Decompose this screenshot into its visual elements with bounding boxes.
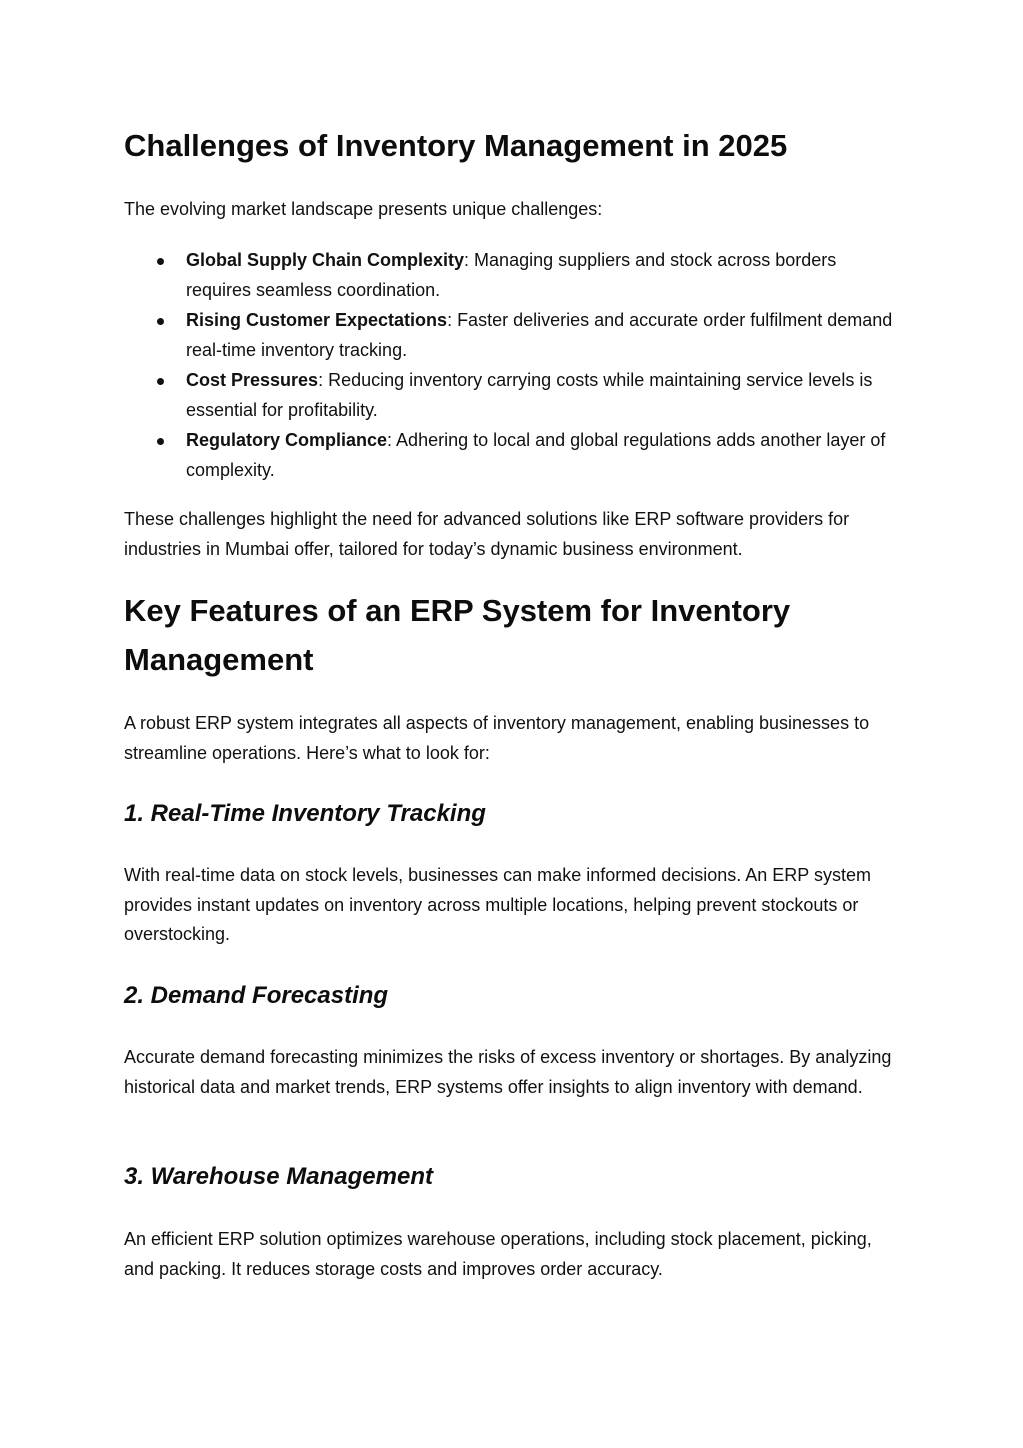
bullet-icon <box>157 438 164 445</box>
list-item <box>124 426 896 485</box>
feature-heading-tracking: 1. Real-Time Inventory Tracking <box>124 800 486 827</box>
feature-heading-warehouse: 3. Warehouse Management <box>124 1163 433 1190</box>
challenges-list <box>124 246 896 486</box>
list-item <box>124 366 896 425</box>
challenges-intro: The evolving market landscape presents unique challenges: <box>124 199 603 219</box>
list-item <box>124 246 896 305</box>
list-item <box>124 306 896 365</box>
feature-body-forecasting: Accurate demand forecasting minimizes the risks of excess inventory or shortages. By analyzing historical data and market trends, ERP systems offer insights to align inventory with demand. <box>124 1047 892 1097</box>
challenges-closing: These challenges highlight the need for advanced solutions like ERP software providers for industries in Mumbai offer, tailored for today’s dynamic business environment. <box>124 509 850 559</box>
section-heading-challenges: Challenges of Inventory Management in 2025 <box>124 128 788 163</box>
key-features-intro: A robust ERP system integrates all aspects of inventory management, enabling businesses to streamline operations. Here’s what to look for: <box>124 713 870 763</box>
section-heading-key-features: Key Features of an ERP System for Inventory Management <box>124 593 791 677</box>
bullet-text: : Adhering to local and global regulations adds another layer of complexity. <box>186 430 886 480</box>
feature-body-tracking: With real-time data on stock levels, businesses can make informed decisions. An ERP system provides instant updates on inventory across multiple locations, helping prevent stockouts or overstocking. <box>124 865 871 944</box>
bullet-text: : Managing suppliers and stock across borders requires seamless coordination. <box>186 250 837 300</box>
bullet-term: Cost Pressures <box>186 370 319 390</box>
bullet-text: : Faster deliveries and accurate order fulfilment demand real-time inventory tracking. <box>186 310 893 360</box>
bullet-term: Rising Customer Expectations <box>186 310 448 330</box>
bullet-icon <box>157 258 164 265</box>
bullet-icon <box>157 318 164 325</box>
feature-body-warehouse: An efficient ERP solution optimizes warehouse operations, including stock placement, picking, and packing. It reduces storage costs and improves order accuracy. <box>124 1229 872 1279</box>
bullet-text: : Reducing inventory carrying costs while maintaining service levels is essential for profitability. <box>186 370 873 420</box>
bullet-term: Global Supply Chain Complexity <box>186 250 465 270</box>
bullet-term: Regulatory Compliance <box>186 430 388 450</box>
feature-heading-forecasting: 2. Demand Forecasting <box>124 982 389 1009</box>
bullet-icon <box>157 378 164 385</box>
